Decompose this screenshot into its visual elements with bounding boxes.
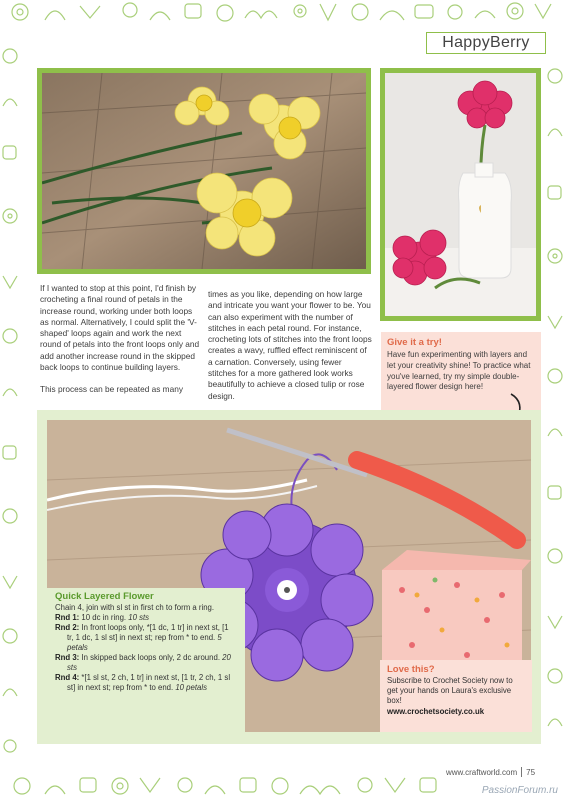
pattern-round: Rnd 3: In skipped back loops only, 2 dc around. 20 sts bbox=[55, 653, 231, 672]
doodle-border-top bbox=[0, 0, 566, 26]
footer-divider bbox=[521, 767, 522, 777]
pattern-title: Quick Layered Flower bbox=[55, 591, 154, 602]
pattern-round: Rnd 4: *[1 sl st, 2 ch, 1 tr] in next st, [1 tr, 2 ch, 1 sl st] in next st; rep from * to end. 10 petals bbox=[55, 673, 231, 692]
paragraph: This process can be repeated as many bbox=[40, 384, 183, 395]
paragraph: times as you like, depending on how large and intricate you want your flower to be. You can also experiment with the number of stitches in each petal round. For instance, crocheting lots of stitches into the front loops creates a wavy, ruffled effect reminiscent of a carnation. Conversely, using fewer stitches for a more gathered look works beautifully to achieve a closed tulip or rose design. bbox=[208, 289, 372, 401]
page-number: 75 bbox=[526, 767, 536, 777]
pattern-box bbox=[47, 588, 245, 733]
watermark: PassionForum.ru bbox=[481, 785, 558, 796]
pattern-round: Rnd 1: 10 dc in ring. 10 sts bbox=[55, 613, 150, 622]
daffodil-image bbox=[42, 73, 366, 269]
footer-site: www.craftworld.com bbox=[446, 767, 518, 777]
pattern-round: Rnd 2: In front loops only, *[1 dc, 1 tr] in next st, [1 tr, 1 dc, 1 sl st] in next st; rep from * to end. 5 petals bbox=[55, 623, 229, 652]
doodle-border-left bbox=[0, 26, 22, 770]
carnation-photo bbox=[380, 68, 541, 321]
doodle-pattern-icon bbox=[0, 26, 22, 770]
doodle-pattern-icon bbox=[544, 26, 566, 770]
box-title: Give it a try! bbox=[387, 337, 442, 348]
doodle-pattern-icon bbox=[0, 0, 566, 26]
brand-label: HappyBerry bbox=[426, 32, 546, 54]
box-title: Love this? bbox=[387, 664, 435, 675]
box-text: Have fun experimenting with layers and let your creativity shine! To practice what you've learned, try my simple double-layered flower design here! bbox=[387, 350, 531, 392]
paragraph: If I wanted to stop at this point, I'd finish by crocheting a final round of petals in the increase round, working under both loops as normal. Alternatively, I could split the 'V-shaped' loops again and work the next round of petals into the front loops only and add another increase round in the skipped back loops to continue building layers. bbox=[40, 283, 200, 373]
article-column-1 bbox=[40, 283, 200, 396]
pattern-intro: Chain 4, join with sl st in first ch to form a ring. bbox=[55, 603, 215, 612]
doodle-border-right bbox=[544, 26, 566, 770]
page-footer bbox=[446, 767, 535, 777]
subscribe-link[interactable]: www.crochetsociety.co.uk bbox=[387, 707, 485, 716]
carnation-image bbox=[385, 73, 536, 316]
love-this-box bbox=[380, 660, 532, 732]
box-text: Subscribe to Crochet Society now to get your hands on Laura's exclusive box! bbox=[387, 676, 513, 705]
daffodil-photo bbox=[37, 68, 371, 274]
article-column-2 bbox=[208, 289, 372, 402]
